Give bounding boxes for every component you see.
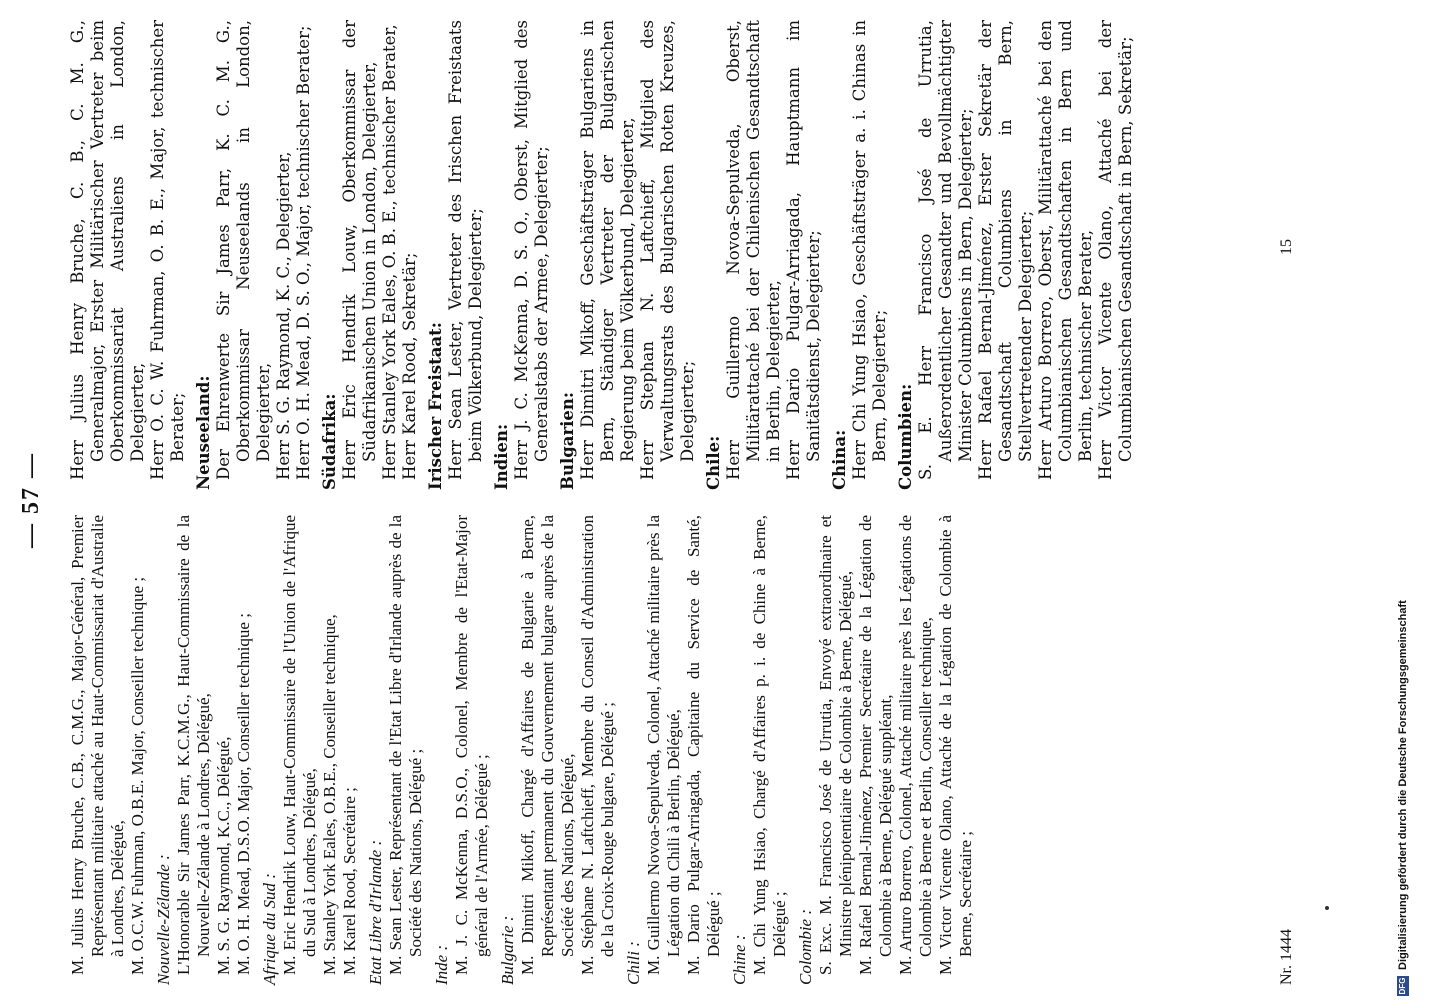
french-section xyxy=(796,515,976,985)
german-section xyxy=(492,20,552,490)
french-entry: M. Eric Hendrik Louw, Haut-Commissaire de l'Union de l'Afrique du Sud à Londres, Délégué, xyxy=(280,515,319,975)
german-country-heading: Indien: xyxy=(492,423,511,490)
digitization-note: Digitalisierung gefördert durch die Deutsche Forschungsgemeinschaft xyxy=(1397,600,1409,970)
german-column xyxy=(68,20,1136,490)
footer-document-number: Nr. 1444 xyxy=(1278,929,1295,985)
german-section xyxy=(426,20,486,490)
french-entry: M. J. C. McKenna, D.S.O., Colonel, Membre de l'Etat-Major général de l'Armée, Délégué ; xyxy=(452,515,491,975)
french-country-heading: Afrique du Sud : xyxy=(260,873,279,985)
german-country-heading: Südafrika: xyxy=(320,393,339,490)
french-country-heading: Chine : xyxy=(730,934,749,985)
french-section xyxy=(68,515,148,985)
german-section xyxy=(320,20,420,490)
french-country-heading: Inde : xyxy=(432,944,451,985)
german-section xyxy=(68,20,188,490)
french-entry: M. O. H. Mead, D.S.O. Major, Conseiller technique ; xyxy=(234,613,253,975)
german-country-heading: Neuseeland: xyxy=(194,375,213,490)
french-entry: M. Julius Henry Bruche, C.B., C.M.G., Major-Général, Premier Représentant militaire attaché au Haut-Commissariat d'Australie à Londres, Délégué, xyxy=(68,515,127,975)
french-entry: M. Stanley York Eales, O.B.E., Conseiller technique, xyxy=(320,614,339,975)
french-entry: M. Rafael Bernal-Jiménez, Premier Secrétaire de la Légation de Colombie à Berne, Délégué suppléant, xyxy=(856,515,895,975)
french-entry: M. O.C.W. Fuhrman, O.B.E. Major, Conseiller technique ; xyxy=(128,576,147,975)
french-entry: M. S. G. Raymond, K.C., Délégué, xyxy=(214,736,233,975)
french-entry: M. Chi Yung Hsiao, Chargé d'Affaires p. i. de Chine à Berne, Délégué ; xyxy=(750,515,789,975)
german-section xyxy=(704,20,824,490)
german-entry: Herr J. C. McKenna, D. S. O., Oberst, Mitglied des Generalstabs der Armee, Delegierter; xyxy=(512,20,551,480)
french-entry: S. Exc. M. Francisco José de Urrutia, Envoyé extraordinaire et Ministre plénipotentiaire de Colombie à Berne, Délégué, xyxy=(816,515,855,975)
french-entry: M. Arturo Borrero, Colonel, Attaché militaire près les Légations de Colombie à Berne et Berlin, Conseiller technique, xyxy=(896,515,935,975)
french-country-heading: Etat Libre d'Irlande : xyxy=(366,839,385,985)
german-entry: Herr Dario Pulgar-Arriagada, Hauptmann im Sanitätsdienst, Delegierter; xyxy=(784,20,823,480)
german-country-heading: Columbien: xyxy=(896,383,915,490)
french-entry: M. Guillermo Novoa-Sepulveda, Colonel, Attaché militaire près la Légation du Chili à Berlin, Délégué, xyxy=(644,515,683,975)
german-entry: Herr S. G. Raymond, K. C., Delegierter, xyxy=(274,151,293,480)
digitization-strip xyxy=(1380,0,1426,1000)
french-entry: M. Dimitri Mikoff, Chargé d'Affaires de Bulgarie à Berne, Représentant permanent du Gouvernement bulgare auprès de la Société des Nations, Délégué, xyxy=(518,515,577,975)
german-entry: Herr Julius Henry Bruche, C. B., C. M. G., Generalmajor, Erster Militärischer Vertreter beim Oberkommissariat Australiens in London, Delegierter, xyxy=(68,20,147,480)
german-country-heading: Chile: xyxy=(704,435,723,490)
german-entry: Herr Karel Rood, Sekretär; xyxy=(400,252,419,480)
german-country-heading: China: xyxy=(830,429,849,490)
german-entry: Herr Chi Yung Hsiao, Geschäftsträger a. i. Chinas in Bern, Delegierter; xyxy=(850,20,889,480)
dfg-logo-icon: DFG xyxy=(1398,977,1407,995)
french-entry: M. Stéphane N. Laftchieff, Membre du Conseil d'Administration de la Croix-Rouge bulgare, Délégué ; xyxy=(578,515,617,975)
german-entry: Herr Dimitri Mikoff, Geschäftsträger Bulgariens in Bern, Ständiger Vertreter der Bulgarischen Regierung beim Völkerbund, Delegierter, xyxy=(578,20,637,480)
french-section xyxy=(366,515,426,985)
german-section xyxy=(558,20,698,490)
french-country-heading: Colombie : xyxy=(796,908,815,985)
german-entry: Herr O. H. Mead, D. S. O., Major, technischer Berater; xyxy=(294,25,313,480)
french-section xyxy=(432,515,492,985)
german-entry: Der Ehrenwerte Sir James Parr, K. C. M. G., Oberkommissar Neuseelands in London, Delegierter, xyxy=(214,20,273,480)
french-entry: M. Karel Rood, Secrétaire ; xyxy=(340,787,359,975)
german-entry: Herr Guillermo Novoa-Sepulveda, Oberst, Militärattaché bei der Chilenischen Gesandtschaft in Berlin, Delegierter, xyxy=(724,20,783,480)
german-entry: Herr Rafael Bernal-Jiménez, Erster Sekretär der Gesandtschaft Columbiens in Bern, Stellvertretender Delegierter; xyxy=(976,20,1035,480)
french-section xyxy=(498,515,618,985)
french-entry: M. Sean Lester, Représentant de l'Etat Libre d'Irlande auprès de la Société des Nations, Délégué ; xyxy=(386,515,425,975)
german-entry: Herr O. C. W. Fuhrman, O. B. E., Major, technischer Berater; xyxy=(148,20,187,480)
french-country-heading: Bulgarie : xyxy=(498,915,517,985)
french-section xyxy=(154,515,254,985)
french-entry: M. Victor Vicente Olano, Attaché de la Légation de Colombie à Berne, Secrétaire ; xyxy=(936,515,975,975)
french-section xyxy=(260,515,360,985)
margin-dot xyxy=(1325,906,1329,910)
german-entry: Herr Victor Vicente Olano, Attaché bei der Columbianischen Gesandtschaft in Bern, Sekretär; xyxy=(1096,20,1135,480)
german-entry: Herr Eric Hendrik Louw, Oberkommissar der Südafrikanischen Union in London, Delegierter, xyxy=(340,20,379,480)
german-entry: S. E. Herr Francisco José de Urrutia, Außerordentlicher Gesandter und Bevollmächtigter Minister Columbiens in Bern, Delegierter; xyxy=(916,20,975,480)
german-country-heading: Bulgarien: xyxy=(558,392,577,490)
german-country-heading: Irischer Freistaat: xyxy=(426,322,445,490)
french-section xyxy=(624,515,724,985)
french-entry: M. Dario Pulgar-Arriagada, Capitaine du Service de Santé, Délégué ; xyxy=(684,515,723,975)
french-entry: L'Honorable Sir James Parr, K.C.M.G., Haut-Commissaire de la Nouvelle-Zélande à Londres, Délégué, xyxy=(174,515,213,975)
french-country-heading: Nouvelle-Zélande : xyxy=(154,854,173,985)
page-number: — 57 — xyxy=(18,452,44,548)
german-entry: Herr Stephan N. Laftchieff, Mitglied des Verwaltungsrats des Bulgarischen Roten Kreuzes, Delegierter; xyxy=(638,20,697,480)
french-column xyxy=(68,515,976,985)
german-section xyxy=(830,20,890,490)
footer-sheet-number: 15 xyxy=(1278,239,1295,255)
german-entry: Herr Arturo Borrero, Oberst, Militärattaché bei den Columbianischen Gesandtschaften in Bern und Berlin, technischer Berater, xyxy=(1036,20,1095,480)
french-section xyxy=(730,515,790,985)
german-section xyxy=(896,20,1136,490)
german-entry: Herr Stanley York Eales, O. B. E., technischer Berater, xyxy=(380,24,399,480)
french-country-heading: Chili : xyxy=(624,941,643,985)
german-entry: Herr Sean Lester, Vertreter des Irischen Freistaats beim Völkerbund, Delegierter; xyxy=(446,20,485,480)
german-section xyxy=(194,20,314,490)
